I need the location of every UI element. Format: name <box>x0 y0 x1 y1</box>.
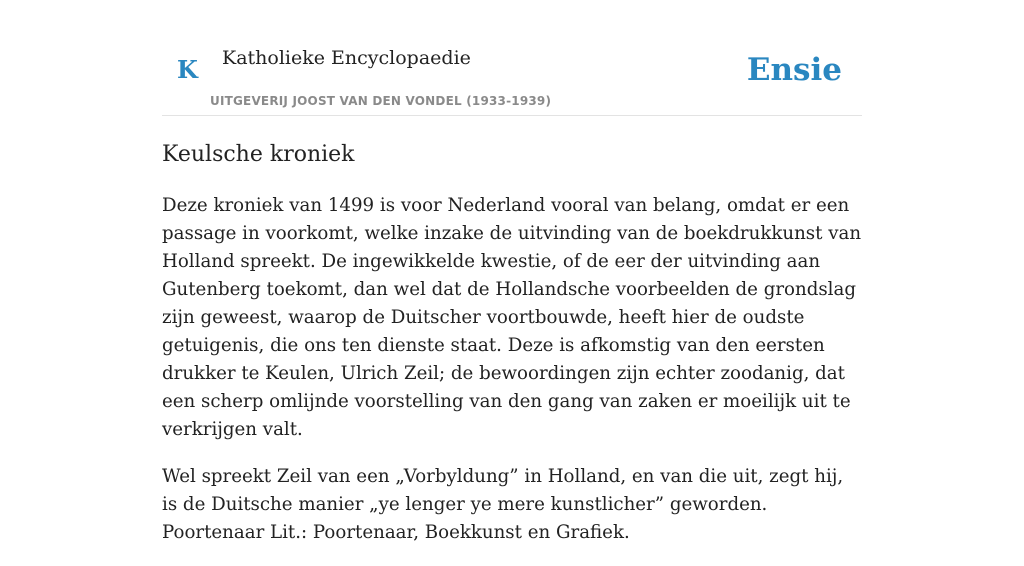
article-paragraph: Deze kroniek van 1499 is voor Nederland vooral van belang, omdat er een passage in voorkomt, welke inzake de uitvinding van de boekdrukkunst van Holland spreekt. De ingewikkelde kwestie, of de eer der uitvinding aan Gutenberg toekomt, dan wel dat de Hollandsche voorbeelden de grondslag zijn geweest, waarop de Duitscher voortbouwde, heeft hier de oudste getuigenis, die ons ten dienste staat. Deze is afkomstig van den eersten drukker te Keulen, Ulrich Zeil; de bewoordingen zijn echter zoodanig, dat een scherp omlijnde voorstelling van den gang van zaken er moeilijk uit te verkrijgen valt. <box>162 195 862 440</box>
site-logo[interactable]: K <box>177 55 198 84</box>
brand-logo-link[interactable]: Ensie <box>746 52 842 88</box>
article-body <box>162 192 862 566</box>
site-subtitle: UITGEVERIJ JOOST VAN DEN VONDEL (1933-1939) <box>210 94 552 108</box>
article-paragraph: Wel spreekt Zeil van een „Vorbyldung” in Holland, en van die uit, zegt hij, is de Duitsche manier „ye lenger ye mere kunstlicher” geworden. Poortenaar Lit.: Poortenaar, Boekkunst en Grafiek. <box>162 466 844 543</box>
site-header <box>162 0 862 116</box>
article-title: Keulsche kroniek <box>162 142 355 167</box>
site-title[interactable]: Katholieke Encyclopaedie <box>222 47 471 69</box>
